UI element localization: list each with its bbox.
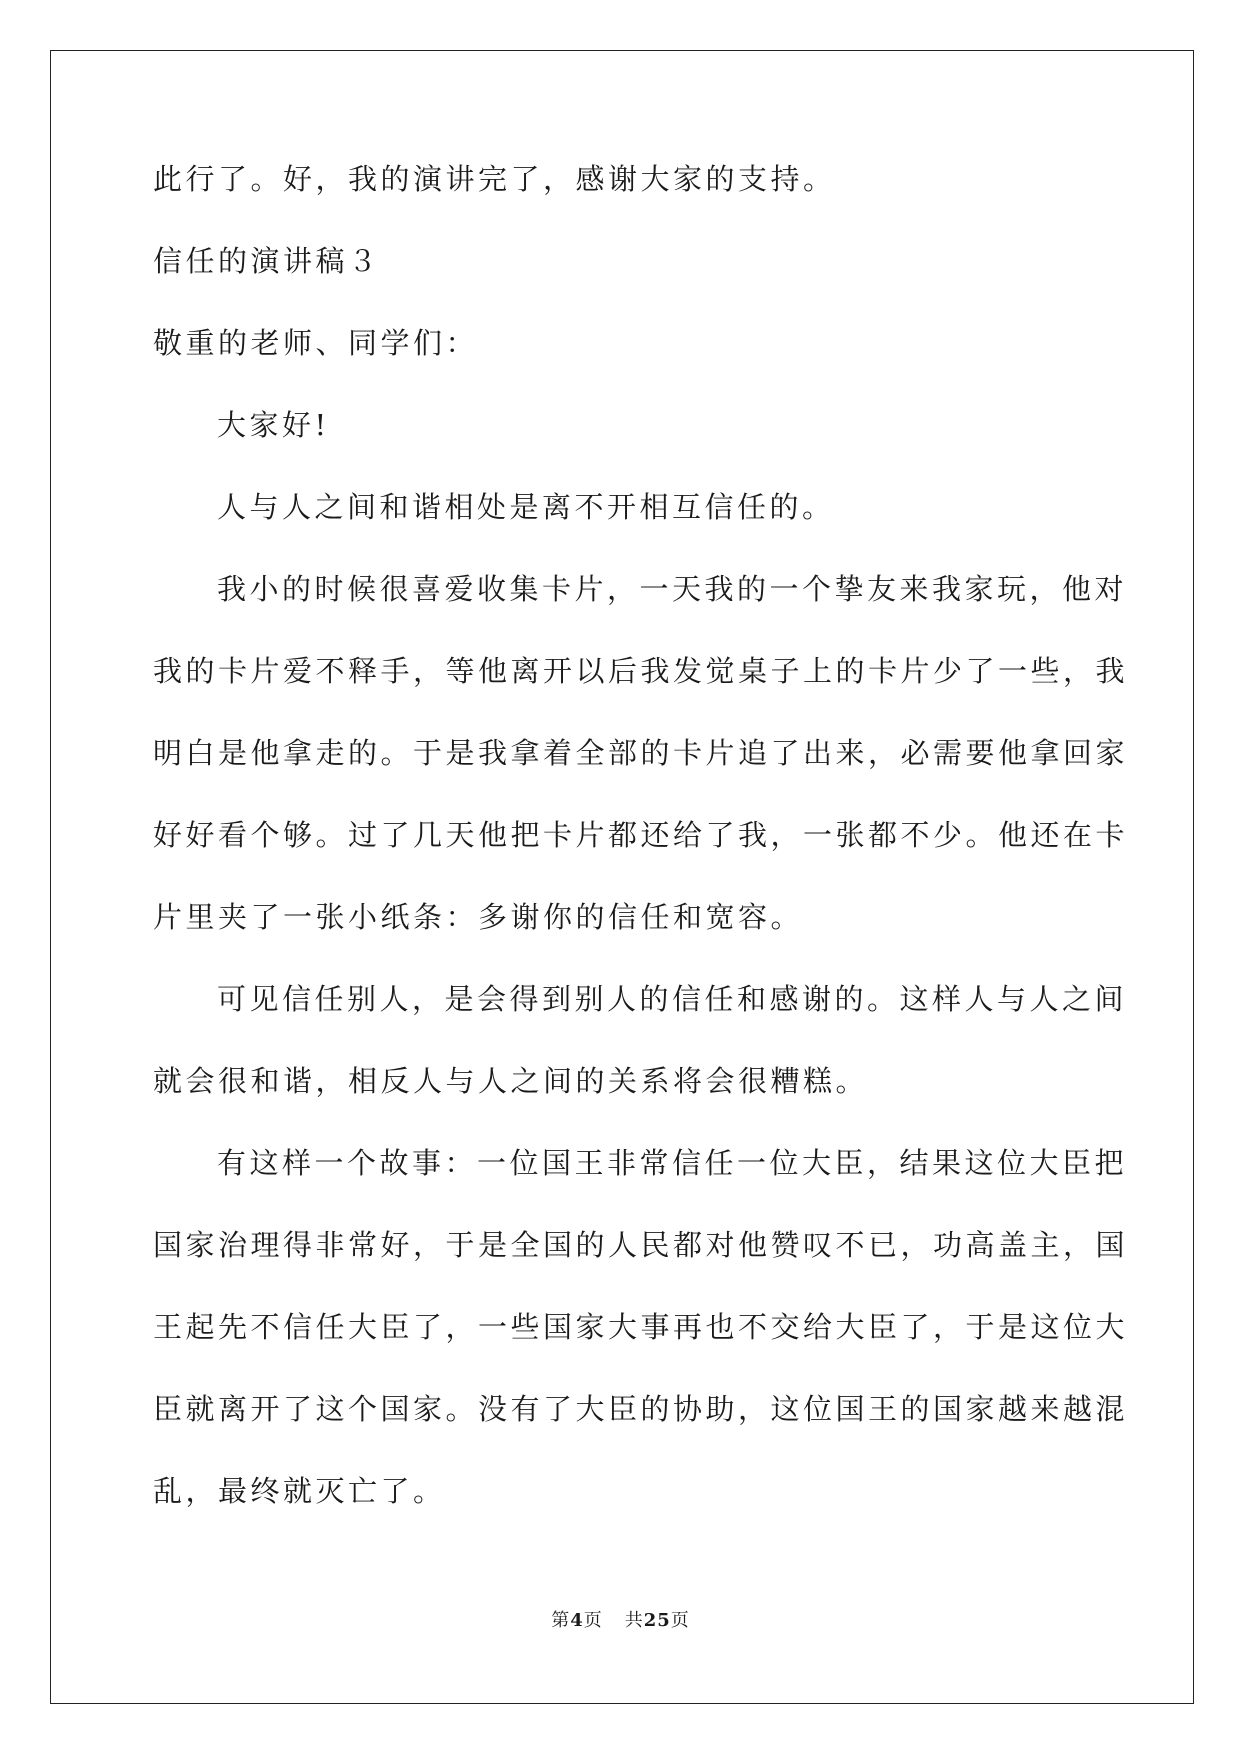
text-line: 臣就离开了这个国家。没有了大臣的协助，这位国王的国家越来越混 [153, 1392, 1129, 1426]
page-number: 4 [570, 1610, 584, 1631]
text-line: 王起先不信任大臣了，一些国家大事再也不交给大臣了，于是这位大 [153, 1310, 1129, 1344]
text-line: 可见信任别人，是会得到别人的信任和感谢的。这样人与人之间 [217, 982, 1128, 1016]
text-line: 明白是他拿走的。于是我拿着全部的卡片追了出来，必需要他拿回家 [153, 736, 1129, 770]
text-line: 片里夹了一张小纸条：多谢你的信任和宽容。 [153, 900, 804, 934]
total-prefix: 共 [624, 1610, 644, 1631]
text-line: 好好看个够。过了几天他把卡片都还给了我，一张都不少。他还在卡 [153, 818, 1129, 852]
salutation: 敬重的老师、同学们： [153, 326, 479, 360]
document-body [153, 162, 1129, 1559]
text-line: 人与人之间和谐相处是离不开相互信任的。 [217, 490, 835, 524]
page-footer [0, 1606, 1241, 1632]
text-line: 有这样一个故事：一位国王非常信任一位大臣，结果这位大臣把 [217, 1146, 1128, 1180]
text-line: 就会很和谐，相反人与人之间的关系将会很糟糕。 [153, 1064, 869, 1098]
text-line: 乱，最终就灭亡了。 [153, 1474, 446, 1508]
text-line: 我的卡片爱不释手，等他离开以后我发觉桌子上的卡片少了一些，我 [153, 654, 1129, 688]
page-prefix: 第 [551, 1610, 571, 1631]
text-line: 国家治理得非常好，于是全国的人民都对他赞叹不已，功高盖主，国 [153, 1228, 1129, 1262]
page-suffix: 页 [583, 1610, 603, 1631]
total-pages: 25 [643, 1610, 671, 1631]
greeting: 大家好! [217, 408, 330, 442]
total-suffix: 页 [670, 1610, 690, 1631]
section-title: 信任的演讲稿３ [153, 244, 381, 278]
text-line: 此行了。好，我的演讲完了，感谢大家的支持。 [153, 162, 836, 196]
text-line: 我小的时候很喜爱收集卡片，一天我的一个挚友来我家玩，他对 [217, 572, 1128, 606]
